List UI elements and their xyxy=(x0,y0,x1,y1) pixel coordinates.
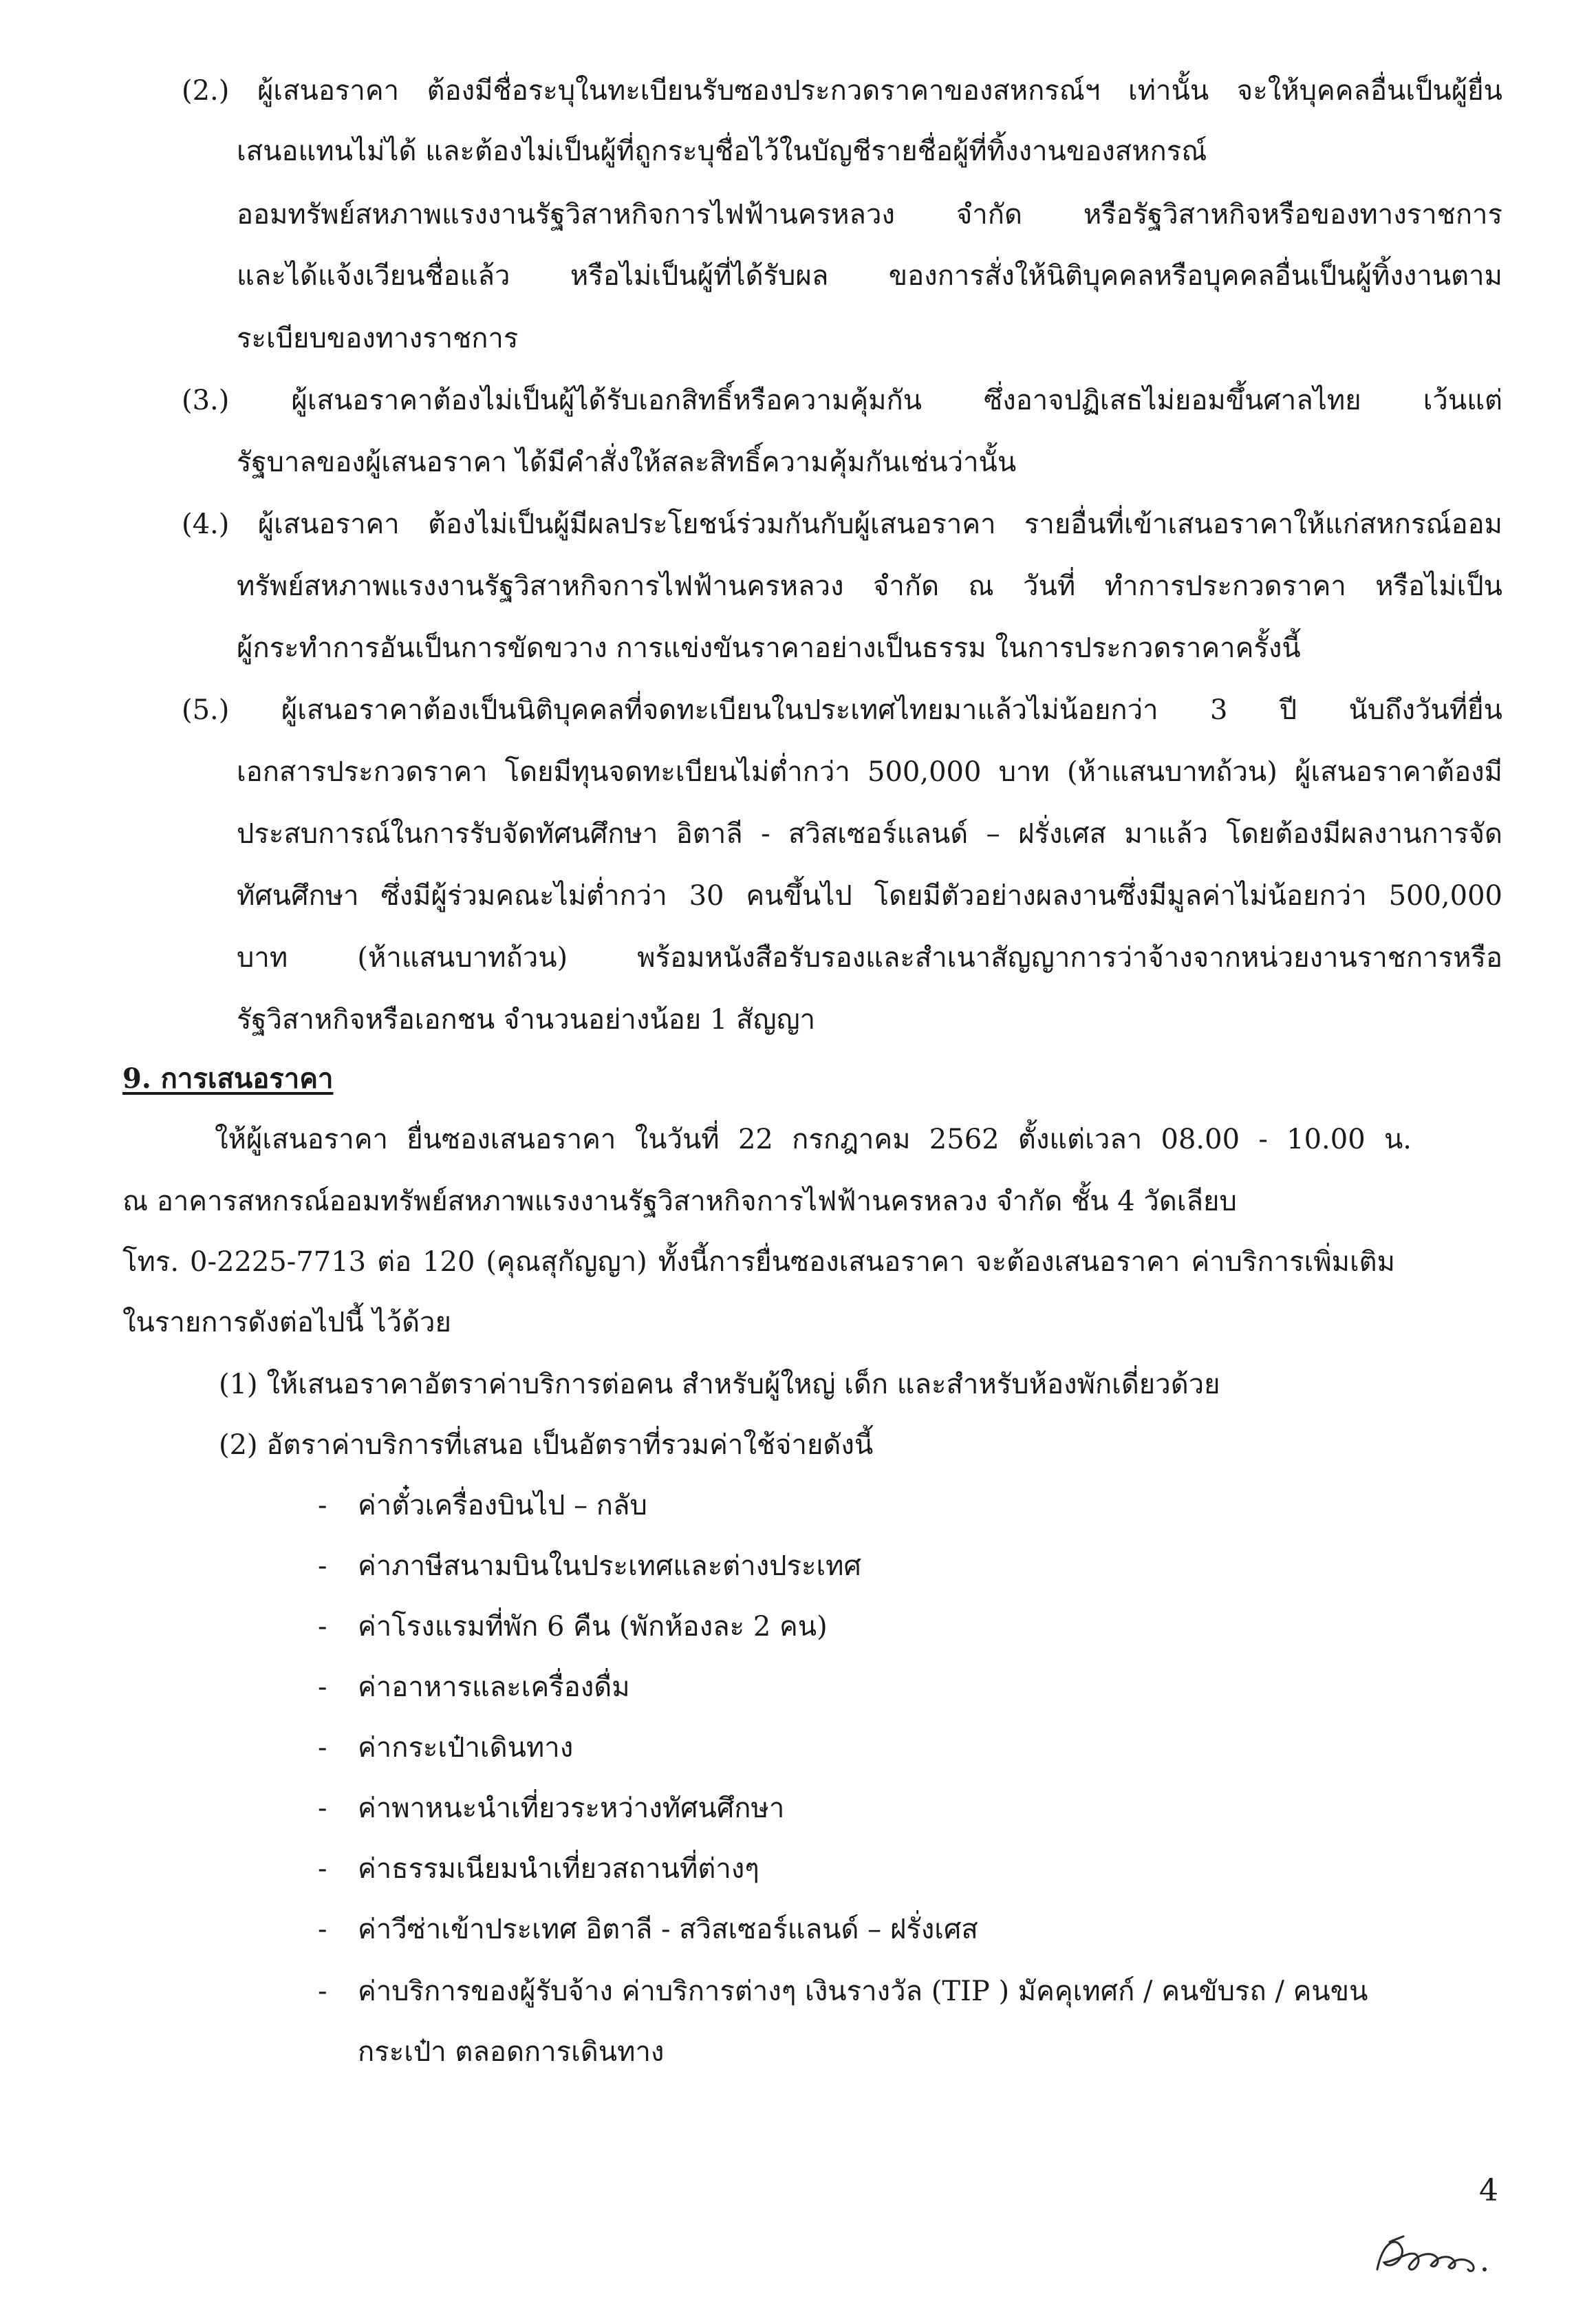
bullet-text: ค่าตั๋วเครื่องบินไป – กลับ xyxy=(358,1490,647,1521)
bullet-text: ค่าบริการของผู้รับจ้าง ค่าบริการต่างๆ เงินรางวัล (TIP ) มัคคุเทศก์ / คนขับรถ / คนขน xyxy=(358,1976,1368,2007)
signature-icon xyxy=(1369,2221,1507,2290)
item-2-line-5: ระเบียบของทางราชการ xyxy=(237,323,519,354)
bullet-dash: - xyxy=(318,1671,327,1703)
item-2-line-2: เสนอแทนไม่ได้ และต้องไม่เป็นผู้ที่ถูกระบุชื่อไว้ในบัญชีรายชื่อผู้ที่ทิ้งงานของสหกรณ์ xyxy=(237,136,1207,167)
bullet-dash: - xyxy=(318,1611,327,1643)
bullet-dash: - xyxy=(318,1853,327,1885)
section-9-line-4: ในรายการดังต่อไปนี้ ไว้ด้วย xyxy=(122,1307,451,1338)
bullet-dash: - xyxy=(318,1732,327,1764)
item-2-line-4: และได้แจ้งเวียนชื่อแล้ว หรือไม่เป็นผู้ที่ได้รับผล ของการสั่งให้นิติบุคคลหรือบุคคลอื่นเป็นผู้ทิ้งงานตาม xyxy=(237,260,1502,292)
item-3-line-2: รัฐบาลของผู้เสนอราคา ได้มีคำสั่งให้สละสิทธิ์ความคุ้มกันเช่นว่านั้น xyxy=(237,447,1017,478)
item-5-line-1: (5.) ผู้เสนอราคาต้องเป็นนิติบุคคลที่จดทะเบียนในประเทศไทยมาแล้วไม่น้อยกว่า 3 ปี นับถึงวันที่ยื่น xyxy=(182,694,1502,726)
section-9-sub-1: (1) ให้เสนอราคาอัตราค่าบริการต่อคน สำหรับผู้ใหญ่ เด็ก และสำหรับห้องพักเดี่ยวด้วย xyxy=(219,1369,1220,1400)
page-number: 4 xyxy=(1479,2173,1498,2208)
item-3-line-1: (3.) ผู้เสนอราคาต้องไม่เป็นผู้ได้รับเอกสิทธิ์หรือความคุ้มกัน ซึ่งอาจปฏิเสธไม่ยอมขึ้นศาลไทย เว้นแต่ xyxy=(182,385,1502,416)
section-9-line-1: ให้ผู้เสนอราคา ยื่นซองเสนอราคา ในวันที่ 22 กรกฎาคม 2562 ตั้งแต่เวลา 08.00 - 10.00 น. xyxy=(215,1124,1412,1155)
bullet-dash: - xyxy=(318,1550,327,1582)
item-5-line-3: ประสบการณ์ในการรับจัดทัศนศึกษา อิตาลี - สวิสเซอร์แลนด์ – ฝรั่งเศส มาแล้ว โดยต้องมีผลงานการจัด xyxy=(237,818,1502,850)
bullet-continuation: กระเป๋า ตลอดการเดินทาง xyxy=(358,2036,665,2068)
section-9-line-2: ณ อาคารสหกรณ์ออมทรัพย์สหภาพแรงงานรัฐวิสาหกิจการไฟฟ้านครหลวง จำกัด ชั้น 4 วัดเลียบ xyxy=(122,1186,1237,1217)
bullet-dash: - xyxy=(318,1914,327,1945)
item-4-line-1: (4.) ผู้เสนอราคา ต้องไม่เป็นผู้มีผลประโยชน์ร่วมกันกับผู้เสนอราคา รายอื่นที่เข้าเสนอราคาให้แก่สหกรณ์ออม xyxy=(182,509,1502,540)
item-2-line-1: (2.) ผู้เสนอราคา ต้องมีชื่อระบุในทะเบียนรับซองประกวดราคาของสหกรณ์ฯ เท่านั้น จะให้บุคคลอื่นเป็นผู้ยื่น xyxy=(182,75,1502,107)
item-4-line-3: ผู้กระทำการอันเป็นการขัดขวาง การแข่งขันราคาอย่างเป็นธรรม ในการประกวดราคาครั้งนี้ xyxy=(237,632,1301,664)
item-5-line-6: รัฐวิสาหกิจหรือเอกชน จำนวนอย่างน้อย 1 สัญญา xyxy=(237,1004,816,1036)
bullet-text: ค่าวีซ่าเข้าประเทศ อิตาลี - สวิสเซอร์แลนด์ – ฝรั่งเศส xyxy=(358,1914,978,1945)
item-5-line-5: บาท (ห้าแสนบาทถ้วน) พร้อมหนังสือรับรองและสำเนาสัญญาการว่าจ้างจากหน่วยงานราชการหรือ xyxy=(237,942,1502,974)
item-4-line-2: ทรัพย์สหภาพแรงงานรัฐวิสาหกิจการไฟฟ้านครหลวง จำกัด ณ วันที่ ทำการประกวดราคา หรือไม่เป็น xyxy=(237,570,1502,602)
bullet-text: ค่าภาษีสนามบินในประเทศและต่างประเทศ xyxy=(358,1550,861,1582)
section-9-line-3: โทร. 0-2225-7713 ต่อ 120 (คุณสุกัญญา) ทั้งนี้การยื่นซองเสนอราคา จะต้องเสนอราคา ค่าบริการเพิ่มเติม xyxy=(122,1246,1395,1278)
bullet-text: ค่าอาหารและเครื่องดื่ม xyxy=(358,1671,630,1703)
item-2-line-3: ออมทรัพย์สหภาพแรงงานรัฐวิสาหกิจการไฟฟ้านครหลวง จำกัด หรือรัฐวิสาหกิจหรือของทางราชการ xyxy=(237,199,1502,231)
section-9-heading: 9. การเสนอราคา xyxy=(122,1062,334,1095)
bullet-text: ค่าพาหนะนำเที่ยวระหว่างทัศนศึกษา xyxy=(358,1793,785,1824)
bullet-text: ค่าธรรมเนียมนำเที่ยวสถานที่ต่างๆ xyxy=(358,1853,759,1885)
bullet-text: ค่าโรงแรมที่พัก 6 คืน (พักห้องละ 2 คน) xyxy=(358,1611,828,1643)
bullet-dash: - xyxy=(318,1976,327,2007)
bullet-dash: - xyxy=(318,1490,327,1521)
bullet-text: ค่ากระเป๋าเดินทาง xyxy=(358,1732,574,1764)
bullet-dash: - xyxy=(318,1793,327,1824)
section-9-sub-2: (2) อัตราค่าบริการที่เสนอ เป็นอัตราที่รวมค่าใช้จ่ายดังนี้ xyxy=(219,1429,874,1461)
item-5-line-2: เอกสารประกวดราคา โดยมีทุนจดทะเบียนไม่ต่ำกว่า 500,000 บาท (ห้าแสนบาทถ้วน) ผู้เสนอราคาต้องมี xyxy=(237,756,1502,788)
item-5-line-4: ทัศนศึกษา ซึ่งมีผู้ร่วมคณะไม่ต่ำกว่า 30 คนขึ้นไป โดยมีตัวอย่างผลงานซึ่งมีมูลค่าไม่น้อยกว่า 500,000 xyxy=(237,880,1502,912)
